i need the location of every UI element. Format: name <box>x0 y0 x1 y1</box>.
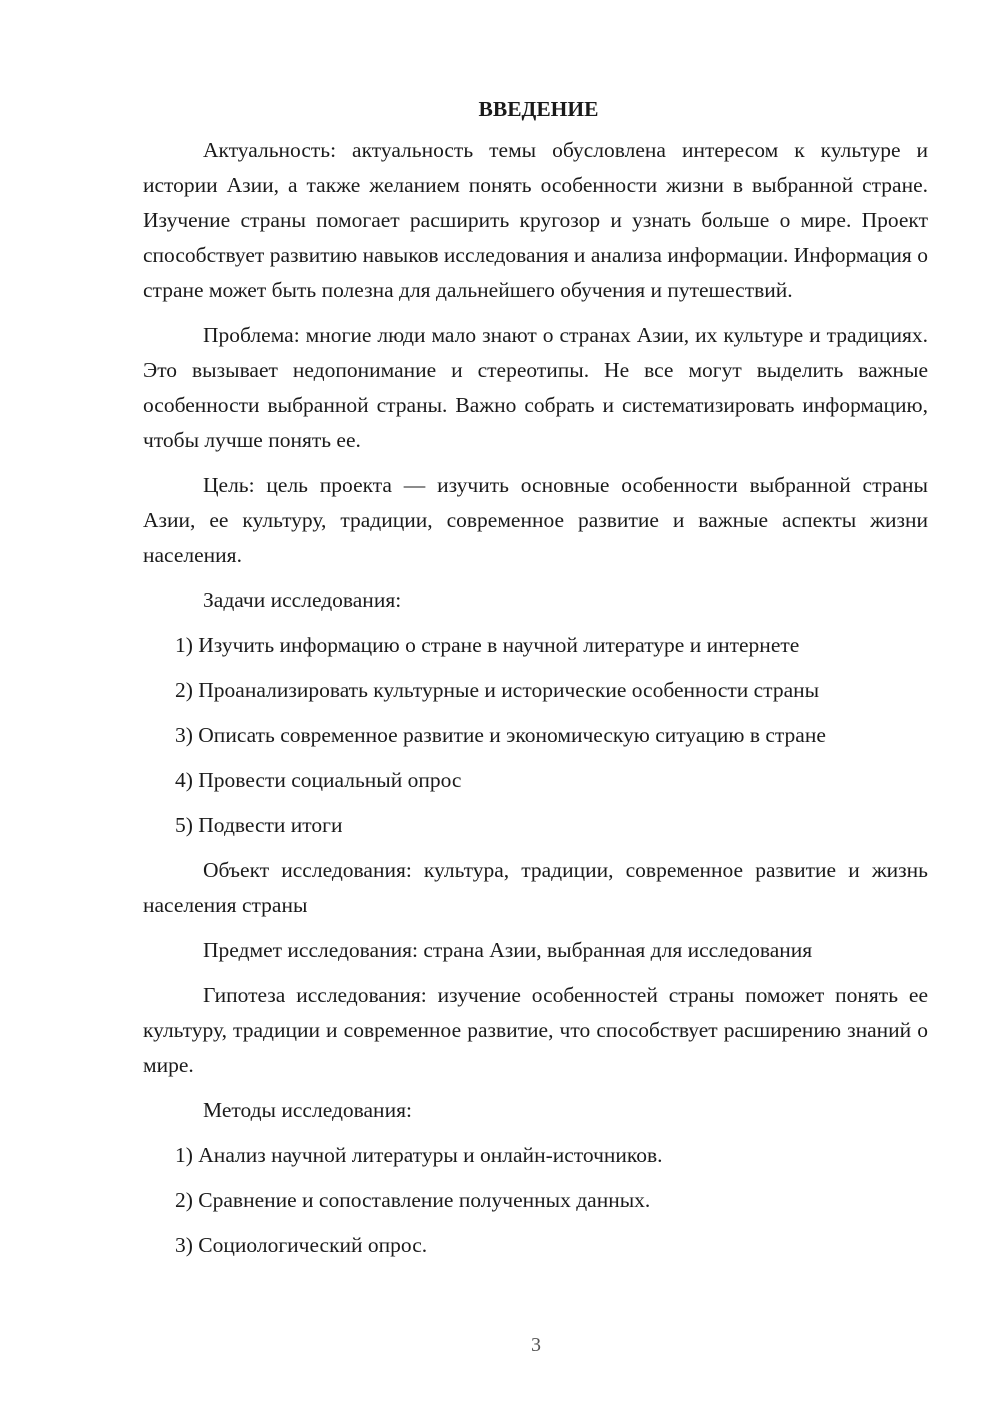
methods-title: Методы исследования: <box>203 1098 412 1122</box>
page-title: ВВЕДЕНИЕ <box>478 97 599 121</box>
page-number: 3 <box>531 1334 541 1356</box>
list-item: 3) Социологический опрос. <box>175 1233 428 1257</box>
problem-paragraph: Проблема: многие люди мало знают о странах Азии, их культуре и традициях. Это вызывает недопонимание и стереотипы. Не все могут выделить важные особенности выбранной страны. Важно собрать и систематизировать информацию, чтобы лучше понять ее. <box>143 323 928 452</box>
tasks-title: Задачи исследования: <box>203 588 402 612</box>
list-item: 1) Анализ научной литературы и онлайн-источников. <box>175 1143 663 1167</box>
document-page <box>143 92 928 1263</box>
goal-paragraph: Цель: цель проекта — изучить основные особенности выбранной страны Азии, ее культуру, традиции, современное развитие и важные аспекты жизни населения. <box>143 473 928 567</box>
list-item: 2) Сравнение и сопоставление полученных данных. <box>175 1188 651 1212</box>
subject-paragraph: Предмет исследования: страна Азии, выбранная для исследования <box>203 938 813 962</box>
object-paragraph: Объект исследования: культура, традиции, современное развитие и жизнь населения страны <box>143 858 928 917</box>
methods-list <box>143 1138 928 1263</box>
tasks-list <box>143 628 928 843</box>
list-item: 4) Провести социальный опрос <box>175 768 462 792</box>
list-item: 3) Описать современное развитие и экономическую ситуацию в стране <box>175 723 826 747</box>
relevance-paragraph: Актуальность: актуальность темы обусловлена интересом к культуре и истории Азии, а также желанием понять особенности жизни в выбранной стране. Изучение страны помогает расширить кругозор и узнать больше о мире. Проект способствует развитию навыков исследования и анализа информации. Информация о стране может быть полезна для дальнейшего обучения и путешествий. <box>143 138 928 302</box>
list-item: 1) Изучить информацию о стране в научной литературе и интернете <box>175 633 800 657</box>
list-item: 2) Проанализировать культурные и исторические особенности страны <box>175 678 820 702</box>
hypothesis-paragraph: Гипотеза исследования: изучение особенностей страны поможет понять ее культуру, традиции и современное развитие, что способствует расширению знаний о мире. <box>143 983 928 1077</box>
list-item: 5) Подвести итоги <box>175 813 343 837</box>
